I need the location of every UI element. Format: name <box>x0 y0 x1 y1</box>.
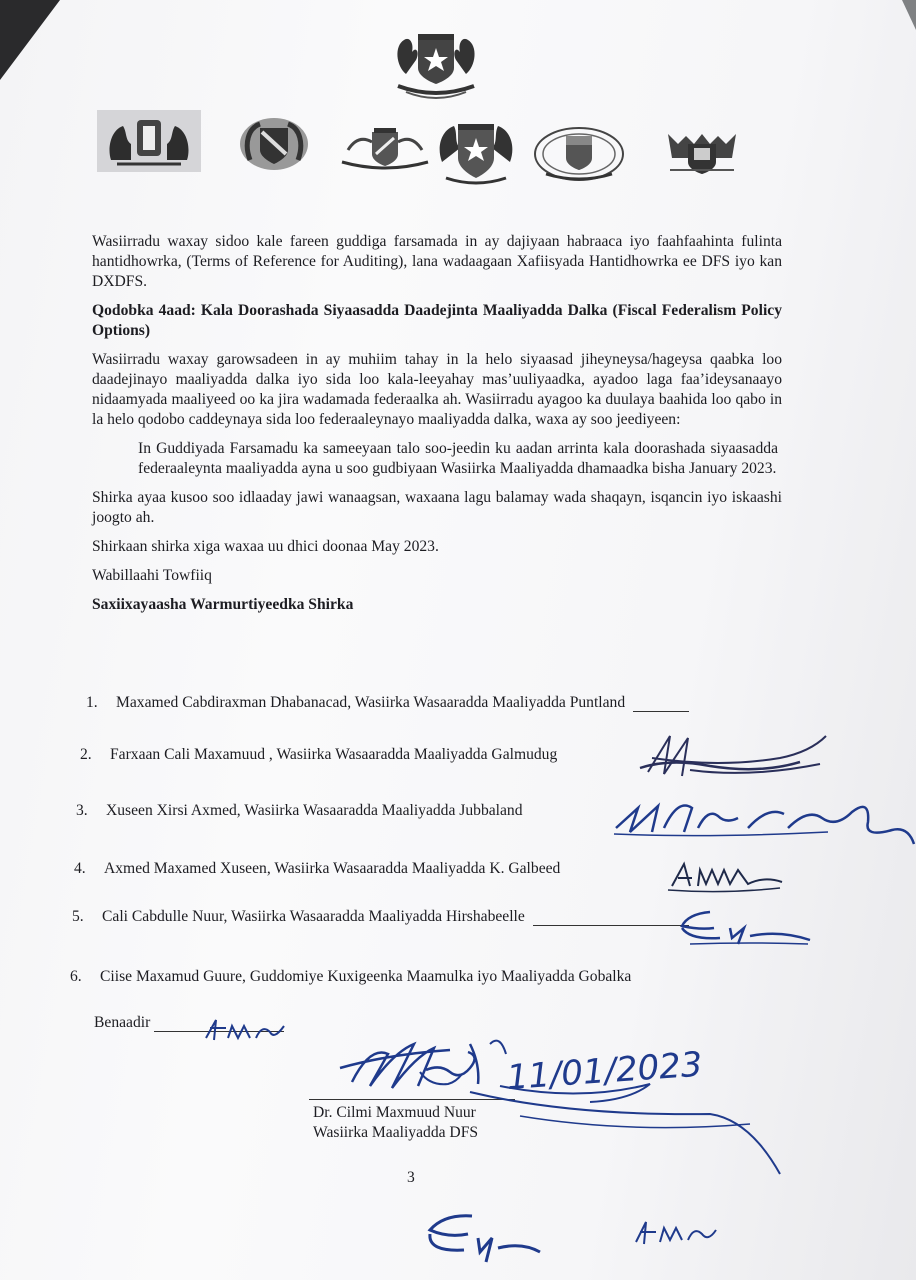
signature-galmudug <box>630 728 830 788</box>
jubbaland-crest <box>338 124 432 176</box>
signatory-number: 4. <box>74 860 86 877</box>
signatory-text: Ciise Maxamud Guure, Guddomiye Kuxigeenka Maamulka iyo Maaliyadda Gobalka <box>100 968 632 985</box>
section-heading: Qodobka 4aad: Kala Doorashada Siyaasadda Daadejinta Maaliyadda Dalka (Fiscal Federalism Policy Options) <box>92 302 782 339</box>
signature-bottom-right <box>628 1214 720 1254</box>
signatories-heading: Saxiixayaasha Warmurtiyeedka Shirka <box>92 596 354 613</box>
footer-title: Wasiirka Maaliyadda DFS <box>313 1124 479 1141</box>
page-corner-shadow <box>0 0 60 80</box>
page-number: 3 <box>407 1169 415 1186</box>
somalia-crest <box>432 118 520 188</box>
paragraph-next-meeting: Shirkaan shirka xiga waxaa uu dhici doonaa May 2023. <box>92 538 439 555</box>
paragraph-fiscal-policy: Wasiirradu waxay garowsadeen in ay muhiim tahay in la helo siyaasad jiheyneysa/hageysa qaabka loo daadejinayo maaliyadda dalka iyo sida loo kala-leeyahay mas’uuliyaadka, ayadoo laga faa’ideysanaayo nidaamyada maaliyeed oo ka jira wadamada federaalka ah. Wasiirradu ayagoo ka duulaya baahida loo qabo in la helo qodobo caddeynaya sida loo federaaleynayo maaliyadda dalka, waxa ay soo jeediyeen: <box>92 351 782 428</box>
signature-bottom-left <box>414 1208 544 1268</box>
signatory-text: Cali Cabdulle Nuur, Wasiirka Wasaaradda Maaliyadda Hirshabeelle <box>102 908 525 925</box>
signatory-5 <box>72 908 689 926</box>
signatory-text: Farxaan Cali Maxamuud , Wasiirka Wasaaradda Maaliyadda Galmudug <box>110 746 558 763</box>
galmudug-crest <box>236 114 312 174</box>
handwritten-date: 11/01/2023 <box>505 1044 704 1099</box>
benaadir-label: Benaadir <box>94 1014 151 1031</box>
signatory-1 <box>86 694 689 712</box>
signatory-number: 5. <box>72 908 84 925</box>
south-west-crest <box>664 130 740 178</box>
signatory-text: Maxamed Cabdiraxman Dhabanacad, Wasiirka Wasaaradda Maaliyadda Puntland <box>116 694 626 711</box>
signatory-number: 1. <box>86 694 98 711</box>
signature-hirshabeelle <box>660 906 816 952</box>
hirshabeelle-crest <box>530 122 628 182</box>
signature-minister-dfs <box>330 1024 790 1192</box>
signatory-2 <box>80 746 557 764</box>
signatory-3 <box>76 802 523 820</box>
signature-jubbaland <box>608 788 916 858</box>
signature-benaadir <box>198 1014 294 1048</box>
footer-name: Dr. Cilmi Maxmuud Nuur <box>313 1104 476 1121</box>
document-body <box>92 232 782 624</box>
signature-k-galbeed <box>664 856 788 900</box>
paragraph-recommendation: In Guddiyada Farsamadu ka sameeyaan talo soo-jeedin ku aadan arrinta kala doorashada siyaasadda federaaleynta maaliyadda ayna u soo gudbiyaan Wasiirka Maaliyadda dhamaadka bisha January 2023. <box>138 440 778 477</box>
paragraph-auditing: Wasiirradu waxay sidoo kale fareen guddiga farsamada in ay dajiyaan habraaca iyo faahfaahinta fulinta hantidhowrka, (Terms of Reference for Auditing), lana wadaagaan Xafiisyada Hantidhowrka ee DFS iyo kan DXDFS. <box>92 233 782 290</box>
signatory-number: 3. <box>76 802 88 819</box>
crest-row <box>0 0 916 200</box>
signatory-text: Axmed Maxamed Xuseen, Wasiirka Wasaaradda Maaliyadda K. Galbeed <box>104 860 561 877</box>
signatory-6 <box>70 968 631 986</box>
signatory-text: Xuseen Xirsi Axmed, Wasiirka Wasaaradda Maaliyadda Jubbaland <box>106 802 523 819</box>
signatory-number: 2. <box>80 746 92 763</box>
signatory-4 <box>74 860 560 878</box>
signature-line <box>633 697 689 712</box>
paragraph-blessing: Wabillaahi Towfiiq <box>92 567 212 584</box>
paragraph-closing: Shirka ayaa kusoo soo idlaaday jawi wanaagsan, waxaana lagu balamay wada shaqayn, isqancin iyo iskaashi joogto ah. <box>92 489 782 526</box>
signatory-number: 6. <box>70 968 82 985</box>
federal-somalia-crest <box>376 26 496 104</box>
puntland-crest <box>97 110 201 172</box>
